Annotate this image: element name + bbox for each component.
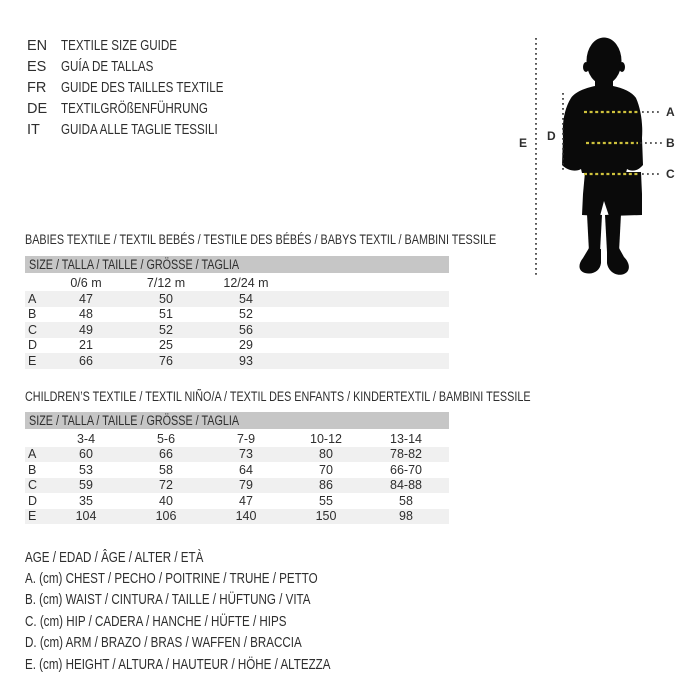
cell: 86 <box>319 478 333 493</box>
cell: 66 <box>79 353 93 368</box>
cell: 52 <box>239 307 253 322</box>
language-title: GUIDA ALLE TAGLIE TESSILI <box>61 121 218 138</box>
cell: 60 <box>79 447 93 462</box>
table-row <box>25 307 449 323</box>
cell: 51 <box>159 307 173 322</box>
cell: 66-70 <box>390 462 422 477</box>
cell: 106 <box>155 509 177 524</box>
cell: 58 <box>159 462 173 477</box>
babies-column-header-row <box>25 276 449 292</box>
language-title: GUIDE DES TAILLES TEXTILE <box>61 79 224 96</box>
cell: 25 <box>159 338 173 353</box>
cell: 29 <box>239 338 253 353</box>
language-code: DE <box>27 100 48 117</box>
cell: 79 <box>239 478 253 493</box>
column-header: 13-14 <box>390 431 422 446</box>
cell: 53 <box>79 462 93 477</box>
language-title: TEXTILGRÖßENFÜHRUNG <box>61 100 208 117</box>
row-label: D <box>28 493 38 508</box>
language-title-list <box>27 35 264 140</box>
column-header: 0/6 m <box>70 276 102 291</box>
legend-age-line: AGE / EDAD / ÂGE / ALTER / ETÀ <box>25 549 204 566</box>
table-row <box>25 353 449 369</box>
table-row <box>25 509 449 525</box>
cell: 64 <box>239 462 253 477</box>
children-section-title: CHILDREN’S TEXTILE / TEXTIL NIÑO/A / TEXTIL DES ENFANTS / KINDERTEXTIL / BAMBINI TESSILE <box>25 389 531 404</box>
language-row-it <box>27 119 264 140</box>
babies-size-header-bar: SIZE / TALLA / TAILLE / GRÖSSE / TAGLIA <box>25 256 449 273</box>
cell: 47 <box>79 291 93 306</box>
language-title: GUÍA DE TALLAS <box>61 58 154 75</box>
column-header: 5-6 <box>156 431 176 446</box>
cell: 50 <box>159 291 173 306</box>
cell: 55 <box>319 493 333 508</box>
children-size-header-bar: SIZE / TALLA / TAILLE / GRÖSSE / TAGLIA <box>25 412 449 429</box>
children-column-header-row <box>25 431 449 447</box>
column-header: 7/12 m <box>146 276 186 291</box>
cell: 66 <box>159 447 173 462</box>
row-label: D <box>28 338 38 353</box>
row-label: A <box>28 447 37 462</box>
measurement-figure <box>505 28 690 290</box>
cell: 59 <box>79 478 93 493</box>
cell: 48 <box>79 307 93 322</box>
cell: 76 <box>159 353 173 368</box>
cell: 73 <box>239 447 253 462</box>
language-row-es <box>27 56 264 77</box>
legend-item-hip: C. (cm) HIP / CADERA / HANCHE / HÜFTE / HIPS <box>25 613 287 630</box>
cell: 54 <box>239 291 253 306</box>
row-label: E <box>28 353 37 368</box>
legend-item-chest: A. (cm) CHEST / PECHO / POITRINE / TRUHE / PETTO <box>25 571 318 588</box>
language-row-de <box>27 98 264 119</box>
children-size-table <box>25 431 449 524</box>
cell: 78-82 <box>390 447 422 462</box>
table-row <box>25 462 449 478</box>
row-label: C <box>28 322 38 337</box>
language-title: TEXTILE SIZE GUIDE <box>61 37 178 54</box>
waist-measure-label: B <box>666 136 675 150</box>
column-header: 7-9 <box>236 431 256 446</box>
cell: 104 <box>75 509 97 524</box>
language-code: FR <box>27 79 47 96</box>
table-row <box>25 322 449 338</box>
column-header: 3-4 <box>76 431 96 446</box>
cell: 49 <box>79 322 93 337</box>
row-label: E <box>28 509 37 524</box>
cell: 35 <box>79 493 93 508</box>
cell: 150 <box>315 509 337 524</box>
language-code: IT <box>27 121 40 138</box>
language-row-fr <box>27 77 264 98</box>
cell: 70 <box>319 462 333 477</box>
legend-item-height: E. (cm) HEIGHT / ALTURA / HAUTEUR / HÖHE / ALTEZZA <box>25 656 331 673</box>
cell: 84-88 <box>390 478 422 493</box>
babies-section-title: BABIES TEXTILE / TEXTIL BEBÉS / TESTILE DES BÉBÉS / BABYS TEXTIL / BAMBINI TESSILE <box>25 232 497 247</box>
legend-item-arm: D. (cm) ARM / BRAZO / BRAS / WAFFEN / BRACCIA <box>25 635 302 652</box>
cell: 140 <box>235 509 257 524</box>
legend-item-waist: B. (cm) WAIST / CINTURA / TAILLE / HÜFTUNG / VITA <box>25 592 311 609</box>
language-row-en <box>27 35 264 56</box>
cell: 72 <box>159 478 173 493</box>
height-measure-label: E <box>519 136 528 150</box>
row-label: B <box>28 462 37 477</box>
column-header: 10-12 <box>310 431 342 446</box>
language-code: EN <box>27 37 48 54</box>
cell: 98 <box>399 509 413 524</box>
cell: 56 <box>239 322 253 337</box>
row-label: B <box>28 307 37 322</box>
cell: 40 <box>159 493 173 508</box>
table-row <box>25 447 449 463</box>
row-label: A <box>28 291 37 306</box>
cell: 58 <box>399 493 413 508</box>
arm-measure-label: D <box>547 129 556 143</box>
cell: 52 <box>159 322 173 337</box>
cell: 47 <box>239 493 253 508</box>
measurement-legend <box>25 547 407 675</box>
language-code: ES <box>27 58 47 75</box>
table-row <box>25 291 449 307</box>
column-header: 12/24 m <box>223 276 269 291</box>
cell: 93 <box>239 353 253 368</box>
hip-measure-label: C <box>666 167 675 181</box>
cell: 21 <box>79 338 93 353</box>
table-row <box>25 338 449 354</box>
chest-measure-label: A <box>666 105 675 119</box>
table-row <box>25 478 449 494</box>
row-label: C <box>28 478 38 493</box>
babies-size-table <box>25 276 449 369</box>
cell: 80 <box>319 447 333 462</box>
table-row <box>25 493 449 509</box>
